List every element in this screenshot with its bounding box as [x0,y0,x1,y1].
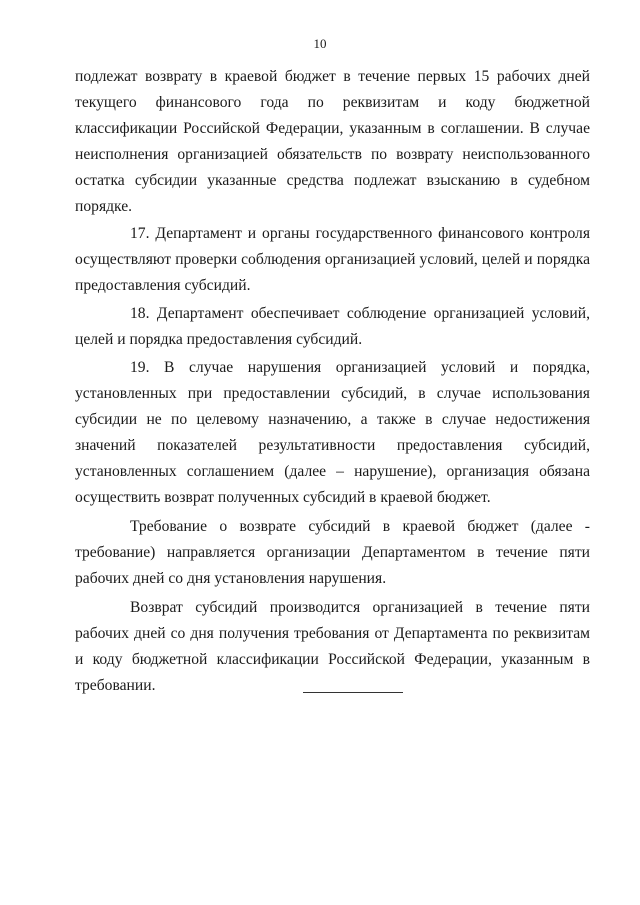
document-body [75,64,590,699]
paragraph-requirement: Требование о возврате субсидий в краевой бюджет (далее - требование) направляется организации Департаментом в течение пяти рабочих дней со дня установления нарушения. [75,518,590,588]
paragraph-item-18: 18. Департамент обеспечивает соблюдение организацией условий, целей и порядка предоставления субсидий. [75,305,590,349]
paragraph-item-17: 17. Департамент и органы государственного финансового контроля осуществляют проверки соблюдения организацией условий, целей и порядка предоставления субсидий. [75,225,590,295]
paragraph-refund: Возврат субсидий производится организацией в течение пяти рабочих дней со дня получения требования от Департамента по реквизитам и коду бюджетной классификации Российской Федерации, указанным в требовании. [75,599,590,694]
closing-divider [303,692,403,693]
paragraph-continuation: подлежат возврату в краевой бюджет в течение первых 15 рабочих дней текущего финансового года по реквизитам и коду бюджетной классификации Российской Федерации, указанным в соглашении. В случае неисполнения организацией обязательств по возврату неиспользованного остатка субсидии указанные средства подлежат взысканию в судебном порядке. [75,68,590,215]
paragraph-item-19: 19. В случае нарушения организацией условий и порядка, установленных при предоставлении субсидий, в случае использования субсидии не по целевому назначению, а также в случае недостижения значений показателей результативности предоставления субсидий, установленных соглашением (далее – нарушение), организация обязана осуществить возврат полученных субсидий в краевой бюджет. [75,358,590,506]
page-number: 10 [313,36,327,51]
